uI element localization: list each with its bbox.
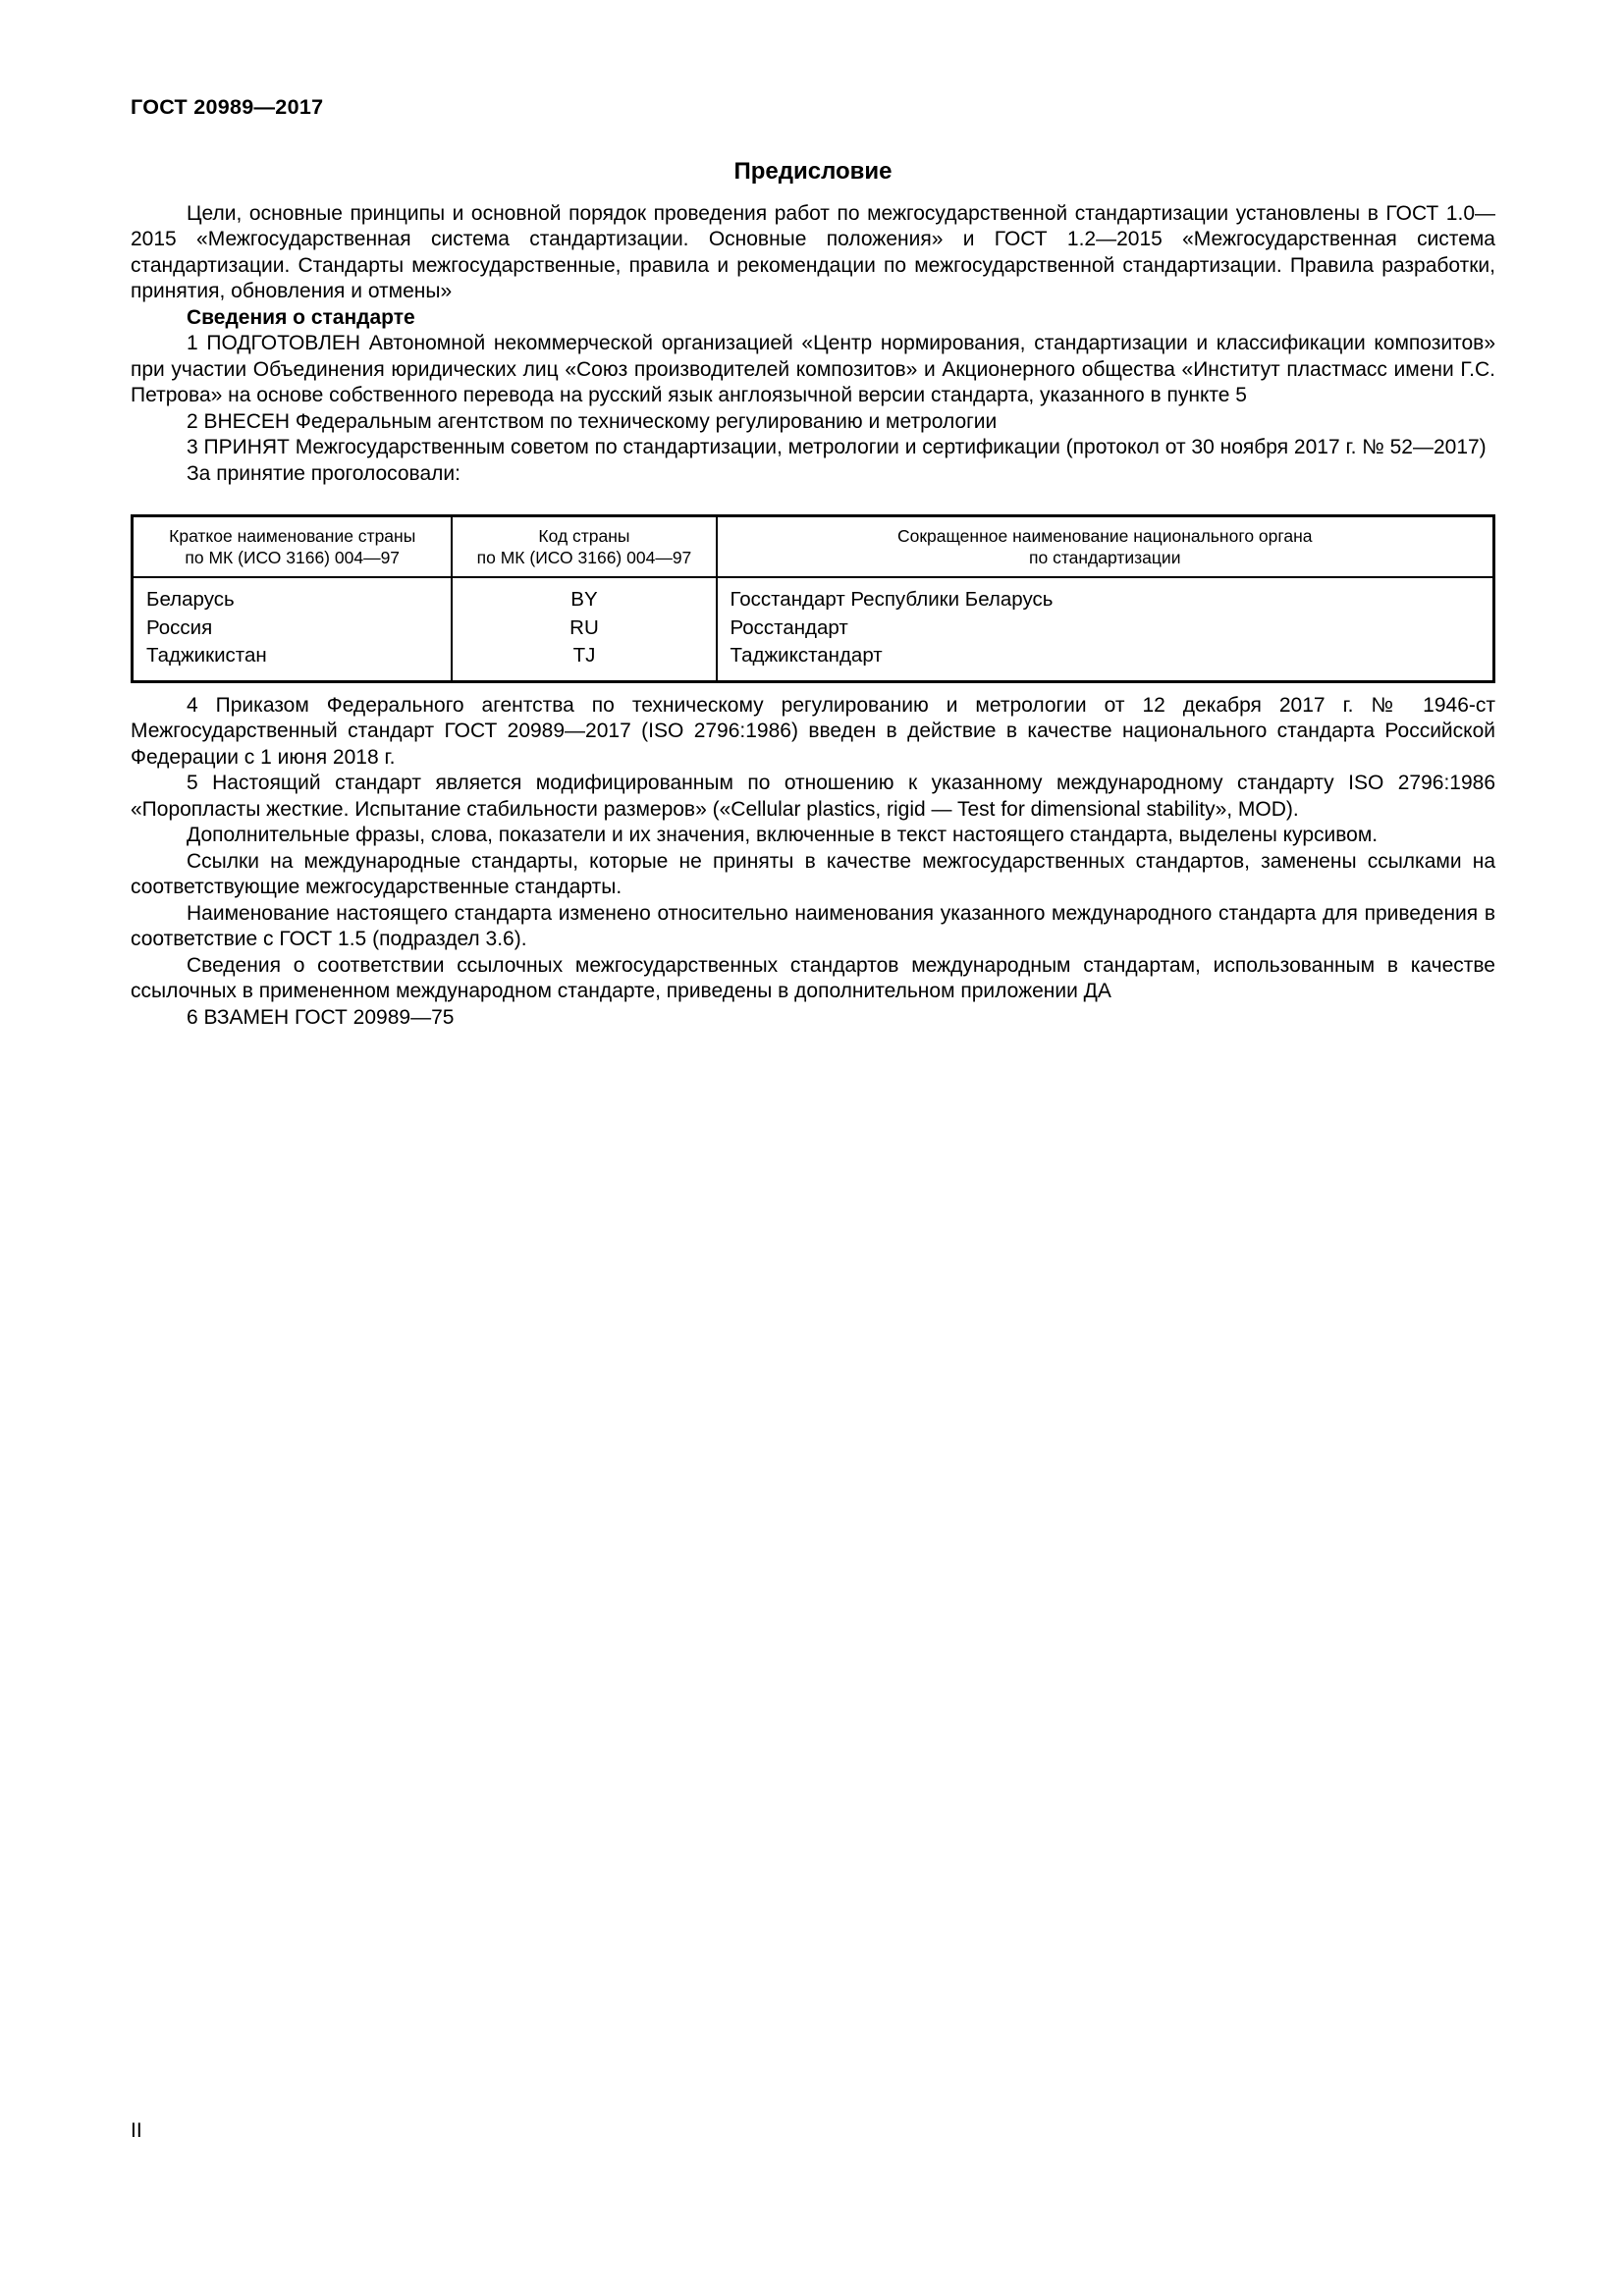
page-title: Предисловие xyxy=(733,157,893,185)
table-header-line: по стандартизации xyxy=(1029,548,1181,567)
paragraph-item6: 6 ВЗАМЕН ГОСТ 20989—75 xyxy=(187,1005,455,1029)
paragraph-item5-note2: Ссылки на международные стандарты, которые не приняты в качестве межгосударственных стандартов, заменены ссылками на соответствующие межгосударственные стандарты. xyxy=(131,849,1495,898)
table-header-line: по МК (ИСО 3166) 004—97 xyxy=(476,548,692,567)
table-body-row xyxy=(133,577,1494,681)
paragraph-item5: 5 Настоящий стандарт является модифицированным по отношению к указанному международному стандарту ISO 2796:1986 «Поропласты жесткие. Испытание стабильности размеров» («Cellular plastics, rigid — Test for dimensional stability», MOD). xyxy=(131,772,1495,821)
paragraph-item2: 2 ВНЕСЕН Федеральным агентством по техническому регулированию и метрологии xyxy=(187,409,998,433)
table-cell-country-names xyxy=(133,577,453,681)
country-code: RU xyxy=(569,615,599,639)
country-name: Беларусь xyxy=(146,588,235,611)
paragraph-item5-note3: Наименование настоящего стандарта изменено относительно наименования указанного международного стандарта для приведения в соответствие с ГОСТ 1.5 (подраздел 3.6). xyxy=(131,901,1495,950)
paragraph-intro: Цели, основные принципы и основной порядок проведения работ по межгосударственной стандартизации установлены в ГОСТ 1.0—2015 «Межгосударственная система стандартизации. Основные положения» и ГОСТ 1.2—2015 «Межгосударственная система стандартизации. Стандарты межгосударственные, правила и рекомендации по межгосударственной стандартизации. Правила разработки, принятия, обновления и отмены» xyxy=(131,201,1495,302)
table-header-line: по МК (ИСО 3166) 004—97 xyxy=(185,548,401,567)
table-cell-national-bodies xyxy=(717,577,1494,681)
country-name: Таджикистан xyxy=(146,644,267,667)
country-name: Россия xyxy=(146,615,213,639)
table-header-country-code xyxy=(452,516,716,578)
table-cell-country-codes xyxy=(452,577,716,681)
page-number: II xyxy=(131,2119,142,2142)
paragraph-item3: 3 ПРИНЯТ Межгосударственным советом по стандартизации, метрологии и сертификации (протокол от 30 ноября 2017 г. № 52—2017) xyxy=(187,436,1487,458)
paragraph-item5-note1: Дополнительные фразы, слова, показатели и их значения, включенные в текст настоящего стандарта, выделены курсивом. xyxy=(187,824,1379,846)
paragraph-item4: 4 Приказом Федерального агентства по техническому регулированию и метрологии от 12 декабря 2017 г. № 1946-ст Межгосударственный стандарт ГОСТ 20989—2017 (ISO 2796:1986) введен в действие в качестве национального стандарта Российской Федерации с 1 июня 2018 г. xyxy=(131,693,1495,769)
table-header-line: Сокращенное наименование национального органа xyxy=(896,526,1313,546)
document-header: ГОСТ 20989—2017 xyxy=(131,95,324,119)
country-code: BY xyxy=(570,588,598,611)
paragraph-item1: 1 ПОДГОТОВЛЕН Автономной некоммерческой организацией «Центр нормирования, стандартизации и классификации композитов» при участии Объединения юридических лиц «Союз производителей композитов» и Акционерного общества «Институт пластмасс имени Г.С. Петрова» на основе собственного перевода на русский язык англоязычной версии стандарта, указанного в пункте 5 xyxy=(131,332,1495,406)
table-header-national-body xyxy=(717,516,1494,578)
paragraph-item5-note4: Сведения о соответствии ссылочных межгосударственных стандартов международным стандартам, использованным в качестве ссылочных в примененном международном стандарте, приведены в дополнительном приложении ДА xyxy=(131,953,1495,1002)
voting-table xyxy=(131,514,1495,683)
section-heading: Сведения о стандарте xyxy=(187,305,415,329)
paragraph-vote-intro: За принятие проголосовали: xyxy=(187,461,460,485)
table-header-country-name xyxy=(133,516,453,578)
table-header-row xyxy=(133,516,1494,578)
national-body: Госстандарт Республики Беларусь xyxy=(730,588,1054,611)
national-body: Таджикстандарт xyxy=(730,644,883,667)
national-body: Росстандарт xyxy=(730,615,848,639)
table-header-line: Код страны xyxy=(538,526,630,546)
country-code: TJ xyxy=(572,644,596,667)
table-header-line: Краткое наименование страны xyxy=(169,526,416,546)
